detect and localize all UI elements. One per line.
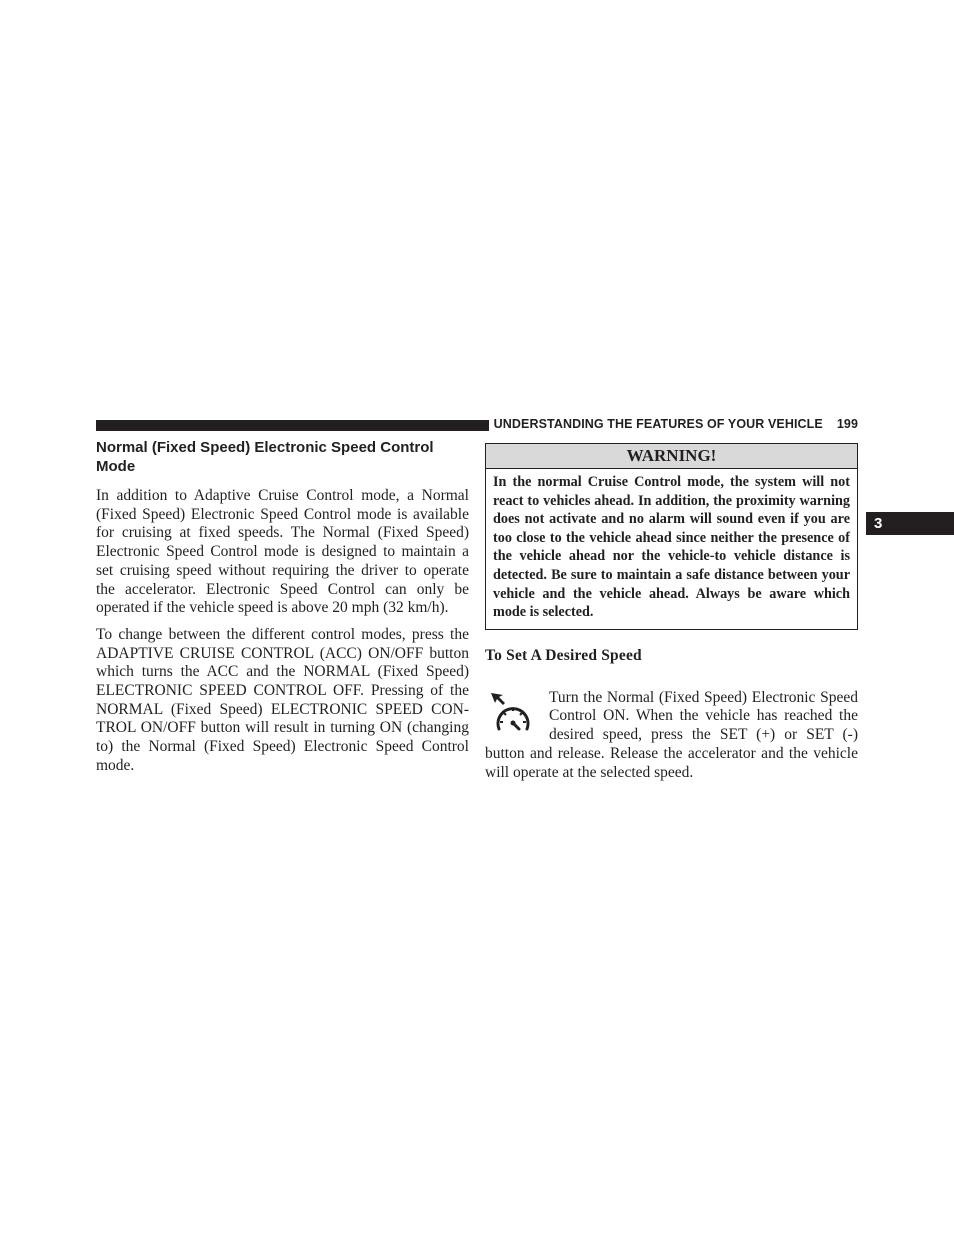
left-column [96,438,469,784]
right-column [485,443,858,782]
section-title: Normal (Fixed Speed) Electronic Speed Control Mode [96,439,434,475]
warning-heading: WARNING! [486,444,857,469]
body-paragraph-2: To change between the different control modes, press the ADAPTIVE CRUISE CONTROL (ACC) ON/OFF button which turns the ACC and the NORMAL (Fixed Speed) ELECTRONIC SPEED CONTROL OFF. Pressing of the NORMAL (Fixed Speed) ELECTRONIC SPEED CONTROL ON/OFF button will result in turning ON (changing to) the Normal (Fixed Speed) Electronic Speed Control mode. [96,625,469,774]
running-header [493,417,858,431]
header-section-title: UNDERSTANDING THE FEATURES OF YOUR VEHICLE [493,417,823,431]
warning-text: In the normal Cruise Control mode, the system will not react to vehicles ahead. In addition, the proximity warning does not activate and no alarm will sound even if you are too close to the vehicle ahead since neither the presence of the vehicle ahead nor the vehicle-to vehicle distance is detected. Be sure to maintain a safe distance between your vehicle and the vehicle ahead. Always be aware which mode is selected. [493,474,850,621]
page-number: 199 [836,417,858,431]
speed-control-icon [485,689,541,743]
set-speed-text: Turn the Normal (Fixed Speed) Electronic Speed Control ON. When the vehicle has reached the desired speed, press the SET (+) or SET (-) button and release. Release the accelerator and the vehicle will operate at the selected speed. [485,688,858,781]
set-speed-block [485,689,858,783]
header-rule [96,420,489,431]
chapter-tab: 3 [866,512,954,535]
warning-box [485,443,858,630]
subsection-title: To Set A Desired Speed [485,646,642,664]
body-paragraph-1: In addition to Adaptive Cruise Control mode, a Normal (Fixed Speed) Electronic Speed Control mode is available for cruising at fixed speeds. The Normal (Fixed Speed) Electronic Speed Control mode is designed to maintain a set cruising speed without requiring the driver to operate the accelerator. Electronic Speed Control can only be operated if the vehicle speed is above 20 mph (32 km/h). [96,487,469,617]
